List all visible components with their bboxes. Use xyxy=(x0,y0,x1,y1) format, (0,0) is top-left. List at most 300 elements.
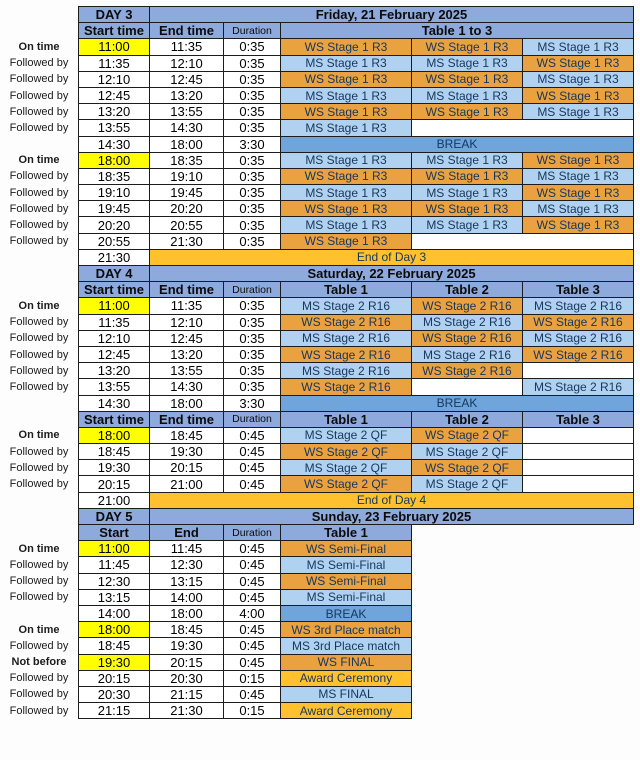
empty-cell xyxy=(411,378,523,395)
time-cell: 21:00 xyxy=(78,492,150,509)
header-cell: End time xyxy=(149,411,224,428)
table-row xyxy=(0,459,640,476)
time-cell: 0:35 xyxy=(223,297,281,314)
time-cell: 12:10 xyxy=(78,71,150,88)
table-row xyxy=(0,216,640,233)
ws-match-cell: WS Stage 2 R16 xyxy=(522,314,634,331)
empty-cell xyxy=(522,459,634,476)
table-row xyxy=(0,378,640,395)
ms-match-cell: MS Semi-Final xyxy=(280,589,412,606)
row-label: Followed by xyxy=(9,380,69,393)
ms-match-cell: MS Stage 2 R16 xyxy=(280,330,412,347)
table-row xyxy=(0,524,640,541)
time-cell: 11:35 xyxy=(78,314,150,331)
time-cell: 12:45 xyxy=(78,87,150,104)
table-row xyxy=(0,362,640,379)
ws-match-cell: WS Semi-Final xyxy=(280,573,412,590)
ws-match-cell: WS Stage 2 R16 xyxy=(411,297,523,314)
time-cell: 21:00 xyxy=(149,475,224,492)
row-label xyxy=(0,265,78,282)
table-row xyxy=(0,475,640,492)
time-cell: 4:00 xyxy=(223,605,281,622)
time-cell: 0:35 xyxy=(223,38,281,55)
ms-match-cell: MS Stage 2 QF xyxy=(280,427,412,444)
time-cell: 11:45 xyxy=(149,540,224,557)
row-label: Followed by xyxy=(9,558,69,571)
ms-match-cell: MS Stage 1 R3 xyxy=(522,71,634,88)
time-cell: 13:55 xyxy=(78,378,150,395)
time-cell: 20:55 xyxy=(78,233,150,250)
ms-match-cell: MS Stage 1 R3 xyxy=(411,152,523,169)
highlighted-time-cell: 18:00 xyxy=(78,427,150,444)
time-cell: 13:20 xyxy=(149,346,224,363)
table-row xyxy=(0,281,640,298)
time-cell: 11:45 xyxy=(78,556,150,573)
time-cell: 0:35 xyxy=(223,216,281,233)
time-cell: 20:20 xyxy=(78,216,150,233)
ms-match-cell: MS Stage 1 R3 xyxy=(280,184,412,201)
table-row xyxy=(0,540,640,557)
row-label xyxy=(0,395,78,412)
row-label: Not before xyxy=(11,656,67,669)
table-row xyxy=(0,87,640,104)
ws-match-cell: WS Stage 2 R16 xyxy=(280,378,412,395)
time-cell: 19:10 xyxy=(78,184,150,201)
header-cell: Table 2 xyxy=(411,281,523,298)
duration-header-cell: Duration xyxy=(223,411,281,428)
ms-match-cell: MS Stage 2 R16 xyxy=(522,330,634,347)
highlighted-time-cell: 11:00 xyxy=(78,38,150,55)
time-cell: 18:00 xyxy=(149,395,224,412)
header-cell: End time xyxy=(149,281,224,298)
ms-match-cell: MS Stage 2 R16 xyxy=(280,362,412,379)
table-row xyxy=(0,136,640,153)
table-row xyxy=(0,702,640,719)
ms-match-cell: MS Stage 1 R3 xyxy=(280,55,412,72)
table-row xyxy=(0,605,640,622)
header-cell: Table 1 xyxy=(280,524,412,541)
table-row xyxy=(0,233,640,250)
ws-match-cell: WS Stage 1 R3 xyxy=(280,200,412,217)
row-label: Followed by xyxy=(9,688,69,701)
time-cell: 19:30 xyxy=(149,443,224,460)
table-row xyxy=(0,168,640,185)
break-cell: BREAK xyxy=(280,605,412,622)
time-cell: 21:30 xyxy=(149,702,224,719)
time-cell: 0:35 xyxy=(223,55,281,72)
ws-match-cell: WS Stage 2 R16 xyxy=(411,330,523,347)
row-label xyxy=(0,136,78,153)
header-cell: Table 1 xyxy=(280,281,412,298)
time-cell: 18:35 xyxy=(78,168,150,185)
ms-match-cell: MS 3rd Place match xyxy=(280,637,412,654)
ms-match-cell: MS Stage 2 R16 xyxy=(280,297,412,314)
time-cell: 0:35 xyxy=(223,362,281,379)
time-cell: 18:35 xyxy=(149,152,224,169)
table-row xyxy=(0,55,640,72)
row-label: Followed by xyxy=(9,704,69,717)
ws-match-cell: WS Stage 2 QF xyxy=(280,475,412,492)
ws-match-cell: WS Stage 1 R3 xyxy=(522,216,634,233)
row-label xyxy=(0,524,78,541)
header-cell: Sunday, 23 February 2025 xyxy=(149,508,634,525)
row-label: Followed by xyxy=(9,316,69,329)
ms-match-cell: MS Stage 2 R16 xyxy=(522,378,634,395)
row-label: Followed by xyxy=(9,461,69,474)
time-cell: 0:35 xyxy=(223,184,281,201)
ws-match-cell: WS Stage 1 R3 xyxy=(522,152,634,169)
time-cell: 21:15 xyxy=(78,702,150,719)
time-cell: 0:45 xyxy=(223,621,281,638)
time-cell: 20:55 xyxy=(149,216,224,233)
table-row xyxy=(0,411,640,428)
table-row xyxy=(0,297,640,314)
table-row xyxy=(0,22,640,39)
table-row xyxy=(0,249,640,266)
time-cell: 0:45 xyxy=(223,637,281,654)
ms-match-cell: MS Stage 2 R16 xyxy=(411,346,523,363)
ws-match-cell: WS Stage 1 R3 xyxy=(522,184,634,201)
header-cell: Start xyxy=(78,524,150,541)
ms-match-cell: MS Stage 1 R3 xyxy=(411,184,523,201)
ws-match-cell: WS Stage 2 R16 xyxy=(280,314,412,331)
event-cell: End of Day 4 xyxy=(149,492,634,509)
time-cell: 12:45 xyxy=(78,346,150,363)
table-row xyxy=(0,314,640,331)
row-label: Followed by xyxy=(9,105,69,118)
time-cell: 20:15 xyxy=(149,654,224,671)
table-row xyxy=(0,427,640,444)
table-row xyxy=(0,573,640,590)
row-label: On time xyxy=(18,154,60,167)
ms-match-cell: MS Stage 1 R3 xyxy=(522,103,634,120)
time-cell: 11:35 xyxy=(149,297,224,314)
time-cell: 14:30 xyxy=(78,395,150,412)
row-label: Followed by xyxy=(9,575,69,588)
time-cell: 13:20 xyxy=(149,87,224,104)
ws-match-cell: WS Stage 1 R3 xyxy=(280,168,412,185)
row-label: On time xyxy=(18,542,60,555)
time-cell: 0:45 xyxy=(223,443,281,460)
time-cell: 0:45 xyxy=(223,427,281,444)
ws-match-cell: WS Stage 2 R16 xyxy=(280,346,412,363)
time-cell: 18:00 xyxy=(149,136,224,153)
row-label xyxy=(0,249,78,266)
header-cell: Table 2 xyxy=(411,411,523,428)
row-label: On time xyxy=(18,623,60,636)
row-label xyxy=(0,508,78,525)
time-cell: 12:30 xyxy=(78,573,150,590)
duration-header-cell: Duration xyxy=(223,281,281,298)
header-cell: Table 3 xyxy=(522,281,634,298)
row-label xyxy=(0,22,78,39)
ms-match-cell: MS Stage 1 R3 xyxy=(411,55,523,72)
time-cell: 18:45 xyxy=(78,443,150,460)
time-cell: 11:35 xyxy=(149,38,224,55)
ws-match-cell: WS FINAL xyxy=(280,654,412,671)
ms-match-cell: MS Stage 1 R3 xyxy=(280,152,412,169)
ms-match-cell: MS Stage 1 R3 xyxy=(280,216,412,233)
time-cell: 20:30 xyxy=(78,686,150,703)
header-cell: Start time xyxy=(78,411,150,428)
time-cell: 21:30 xyxy=(149,233,224,250)
ws-match-cell: WS Stage 1 R3 xyxy=(411,38,523,55)
row-label: Followed by xyxy=(9,121,69,134)
header-cell: Start time xyxy=(78,22,150,39)
ws-match-cell: WS Stage 1 R3 xyxy=(522,87,634,104)
time-cell: 0:45 xyxy=(223,686,281,703)
table-row xyxy=(0,346,640,363)
time-cell: 20:20 xyxy=(149,200,224,217)
ws-match-cell: WS Stage 1 R3 xyxy=(411,168,523,185)
time-cell: 0:35 xyxy=(223,233,281,250)
ms-match-cell: MS Stage 2 QF xyxy=(411,475,523,492)
time-cell: 13:55 xyxy=(149,103,224,120)
time-cell: 20:30 xyxy=(149,670,224,687)
ms-match-cell: MS FINAL xyxy=(280,686,412,703)
time-cell: 0:15 xyxy=(223,670,281,687)
header-cell: End time xyxy=(149,22,224,39)
empty-cell xyxy=(522,362,634,379)
break-cell: BREAK xyxy=(280,136,634,153)
time-cell: 0:15 xyxy=(223,702,281,719)
row-label: On time xyxy=(18,299,60,312)
highlighted-time-cell: 18:00 xyxy=(78,152,150,169)
time-cell: 21:30 xyxy=(78,249,150,266)
time-cell: 0:35 xyxy=(223,378,281,395)
row-label: Followed by xyxy=(9,332,69,345)
event-cell: Award Ceremony xyxy=(280,702,412,719)
table-row xyxy=(0,152,640,169)
ws-match-cell: WS Stage 2 QF xyxy=(411,459,523,476)
time-cell: 3:30 xyxy=(223,395,281,412)
header-cell: Friday, 21 February 2025 xyxy=(149,6,634,23)
table-row xyxy=(0,119,640,136)
time-cell: 0:35 xyxy=(223,103,281,120)
highlighted-time-cell: 19:30 xyxy=(78,654,150,671)
ws-match-cell: WS Stage 1 R3 xyxy=(280,103,412,120)
table-row xyxy=(0,508,640,525)
row-label: Followed by xyxy=(9,672,69,685)
ws-match-cell: WS Stage 2 R16 xyxy=(522,346,634,363)
ms-match-cell: MS Semi-Final xyxy=(280,556,412,573)
table-row xyxy=(0,589,640,606)
row-label: Followed by xyxy=(9,73,69,86)
table-row xyxy=(0,6,640,23)
time-cell: 13:20 xyxy=(78,362,150,379)
ws-match-cell: WS Semi-Final xyxy=(280,540,412,557)
ws-match-cell: WS Stage 1 R3 xyxy=(411,71,523,88)
header-cell: Saturday, 22 February 2025 xyxy=(149,265,634,282)
duration-header-cell: Duration xyxy=(223,524,281,541)
row-label: Followed by xyxy=(9,639,69,652)
ms-match-cell: MS Stage 1 R3 xyxy=(280,119,412,136)
time-cell: 0:35 xyxy=(223,87,281,104)
highlighted-time-cell: 11:00 xyxy=(78,540,150,557)
row-label: Followed by xyxy=(9,591,69,604)
time-cell: 20:15 xyxy=(78,670,150,687)
time-cell: 18:00 xyxy=(149,605,224,622)
time-cell: 0:45 xyxy=(223,459,281,476)
time-cell: 13:55 xyxy=(78,119,150,136)
row-label xyxy=(0,492,78,509)
event-cell: Award Ceremony xyxy=(280,670,412,687)
header-cell: Table 3 xyxy=(522,411,634,428)
header-cell: DAY 3 xyxy=(78,6,150,23)
table-row xyxy=(0,103,640,120)
time-cell: 13:55 xyxy=(149,362,224,379)
time-cell: 0:35 xyxy=(223,152,281,169)
row-label: Followed by xyxy=(9,478,69,491)
time-cell: 12:30 xyxy=(149,556,224,573)
time-cell: 0:45 xyxy=(223,589,281,606)
time-cell: 0:45 xyxy=(223,573,281,590)
ws-match-cell: WS Stage 2 QF xyxy=(411,427,523,444)
time-cell: 18:45 xyxy=(149,621,224,638)
row-label: Followed by xyxy=(9,348,69,361)
header-cell: DAY 4 xyxy=(78,265,150,282)
time-cell: 18:45 xyxy=(149,427,224,444)
ws-match-cell: WS Stage 2 R16 xyxy=(411,362,523,379)
table-row xyxy=(0,686,640,703)
time-cell: 19:30 xyxy=(149,637,224,654)
time-cell: 12:45 xyxy=(149,330,224,347)
ws-match-cell: WS Stage 1 R3 xyxy=(411,103,523,120)
table-row xyxy=(0,200,640,217)
time-cell: 0:35 xyxy=(223,200,281,217)
time-cell: 0:35 xyxy=(223,346,281,363)
ws-match-cell: WS Stage 1 R3 xyxy=(280,71,412,88)
time-cell: 0:45 xyxy=(223,475,281,492)
time-cell: 19:10 xyxy=(149,168,224,185)
ms-match-cell: MS Stage 1 R3 xyxy=(522,38,634,55)
header-cell: End xyxy=(149,524,224,541)
time-cell: 0:35 xyxy=(223,71,281,88)
ms-match-cell: MS Stage 1 R3 xyxy=(522,168,634,185)
header-cell: DAY 5 xyxy=(78,508,150,525)
table-row xyxy=(0,556,640,573)
time-cell: 14:30 xyxy=(78,136,150,153)
table-row xyxy=(0,621,640,638)
header-cell: Table 1 xyxy=(280,411,412,428)
row-label: Followed by xyxy=(9,57,69,70)
time-cell: 0:35 xyxy=(223,119,281,136)
ms-match-cell: MS Stage 2 QF xyxy=(411,443,523,460)
ws-match-cell: WS Stage 2 QF xyxy=(280,443,412,460)
header-cell: Table 1 to 3 xyxy=(280,22,634,39)
ms-match-cell: MS Stage 1 R3 xyxy=(280,87,412,104)
empty-cell xyxy=(411,233,634,250)
time-cell: 0:45 xyxy=(223,556,281,573)
time-cell: 12:10 xyxy=(149,55,224,72)
time-cell: 13:15 xyxy=(149,573,224,590)
row-label: Followed by xyxy=(9,186,69,199)
table-row xyxy=(0,654,640,671)
time-cell: 20:15 xyxy=(78,475,150,492)
time-cell: 19:45 xyxy=(78,200,150,217)
row-label xyxy=(0,411,78,428)
time-cell: 12:10 xyxy=(78,330,150,347)
time-cell: 18:45 xyxy=(78,637,150,654)
ws-match-cell: WS Stage 1 R3 xyxy=(411,200,523,217)
table-row xyxy=(0,38,640,55)
empty-cell xyxy=(522,475,634,492)
ws-match-cell: WS Stage 1 R3 xyxy=(280,38,412,55)
table-row xyxy=(0,637,640,654)
break-cell: BREAK xyxy=(280,395,634,412)
ws-match-cell: WS Stage 1 R3 xyxy=(522,55,634,72)
ws-match-cell: WS Stage 1 R3 xyxy=(280,233,412,250)
time-cell: 0:35 xyxy=(223,168,281,185)
row-label xyxy=(0,281,78,298)
time-cell: 21:15 xyxy=(149,686,224,703)
time-cell: 12:45 xyxy=(149,71,224,88)
ms-match-cell: MS Stage 1 R3 xyxy=(411,87,523,104)
row-label: On time xyxy=(18,429,60,442)
time-cell: 0:45 xyxy=(223,540,281,557)
ws-match-cell: WS 3rd Place match xyxy=(280,621,412,638)
time-cell: 20:15 xyxy=(149,459,224,476)
time-cell: 19:45 xyxy=(149,184,224,201)
table-row xyxy=(0,71,640,88)
empty-cell xyxy=(522,443,634,460)
time-cell: 13:15 xyxy=(78,589,150,606)
ms-match-cell: MS Stage 2 QF xyxy=(280,459,412,476)
row-label: Followed by xyxy=(9,170,69,183)
ms-match-cell: MS Stage 1 R3 xyxy=(522,200,634,217)
empty-cell xyxy=(411,119,634,136)
row-label: Followed by xyxy=(9,445,69,458)
time-cell: 19:30 xyxy=(78,459,150,476)
time-cell: 11:35 xyxy=(78,55,150,72)
ms-match-cell: MS Stage 2 R16 xyxy=(522,297,634,314)
table-row xyxy=(0,330,640,347)
table-row xyxy=(0,492,640,509)
time-cell: 14:30 xyxy=(149,119,224,136)
time-cell: 13:20 xyxy=(78,103,150,120)
row-label: Followed by xyxy=(9,219,69,232)
time-cell: 14:30 xyxy=(149,378,224,395)
time-cell: 0:35 xyxy=(223,330,281,347)
highlighted-time-cell: 18:00 xyxy=(78,621,150,638)
ms-match-cell: MS Stage 2 R16 xyxy=(411,314,523,331)
table-row xyxy=(0,670,640,687)
duration-header-cell: Duration xyxy=(223,22,281,39)
ms-match-cell: MS Stage 1 R3 xyxy=(411,216,523,233)
time-cell: 0:35 xyxy=(223,314,281,331)
row-label: Followed by xyxy=(9,235,69,248)
empty-cell xyxy=(522,427,634,444)
row-label xyxy=(0,605,78,622)
table-row xyxy=(0,265,640,282)
time-cell: 0:45 xyxy=(223,654,281,671)
event-cell: End of Day 3 xyxy=(149,249,634,266)
table-row xyxy=(0,184,640,201)
header-cell: Start time xyxy=(78,281,150,298)
table-row xyxy=(0,395,640,412)
row-label: Followed by xyxy=(9,202,69,215)
time-cell: 12:10 xyxy=(149,314,224,331)
time-cell: 14:00 xyxy=(78,605,150,622)
row-label: Followed by xyxy=(9,89,69,102)
row-label xyxy=(0,6,78,23)
table-row xyxy=(0,443,640,460)
row-label: Followed by xyxy=(9,364,69,377)
row-label: On time xyxy=(18,40,60,53)
time-cell: 3:30 xyxy=(223,136,281,153)
time-cell: 14:00 xyxy=(149,589,224,606)
highlighted-time-cell: 11:00 xyxy=(78,297,150,314)
